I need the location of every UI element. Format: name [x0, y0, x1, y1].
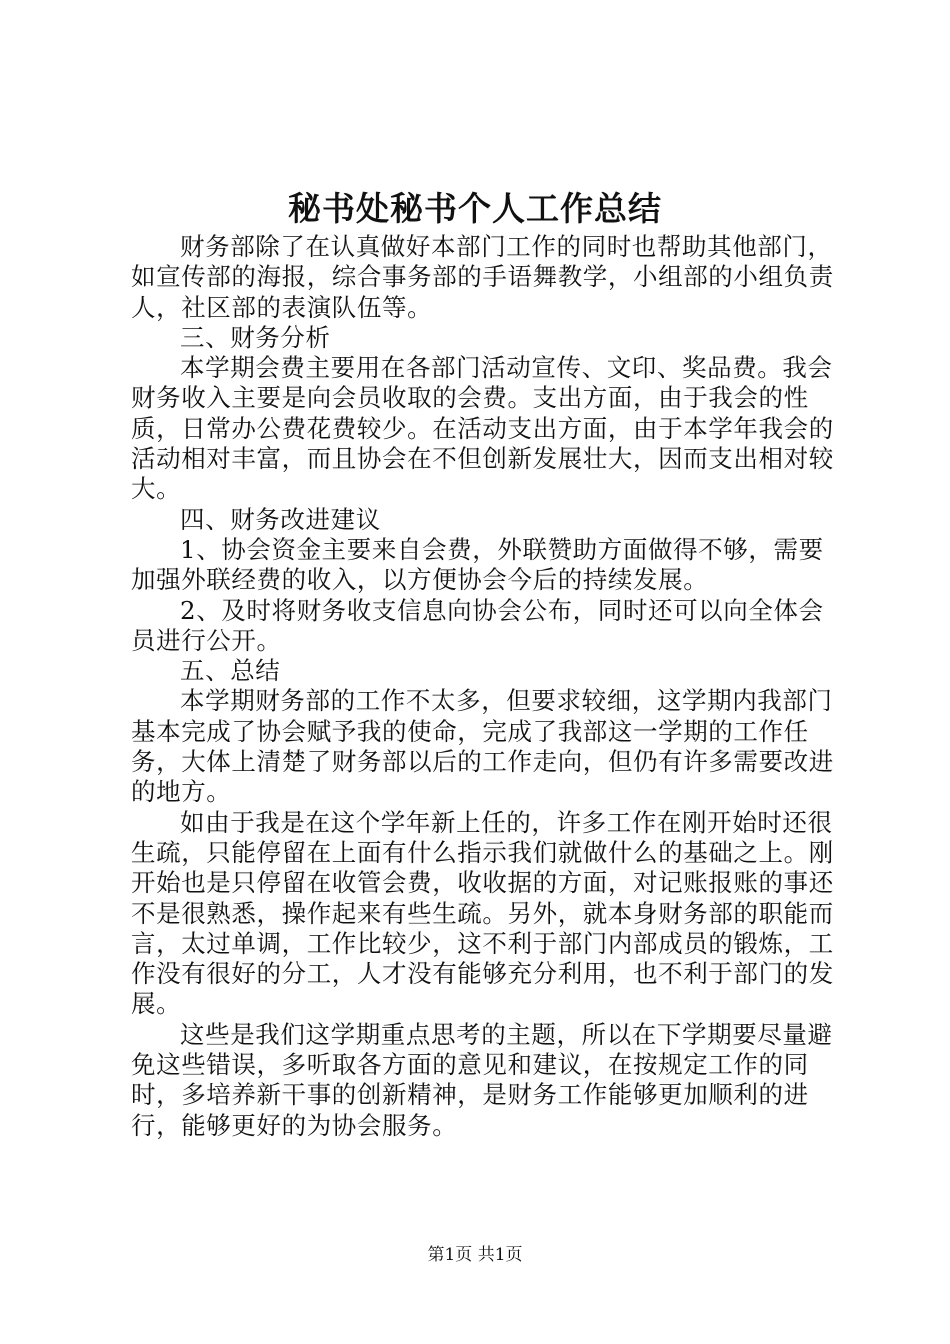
page-number-footer: 第1页 共1页 [427, 1245, 523, 1265]
paragraph-financial-analysis: 本学期会费主要用在各部门活动宣传、文印、奖品费。我会财务收入主要是向会员收取的会费。支出方面，由于我会的性质，日常办公费花费较少。在活动支出方面，由于本学年我会的活动相对丰富，而且协会在不但创新发展壮大，因而支出相对较大。 [131, 353, 834, 504]
section-heading-financial-analysis: 三、财务分析 [180, 322, 331, 352]
paragraph-summary-1: 本学期财务部的工作不太多，但要求较细，这学期内我部门基本完成了协会赋予我的使命，完成了我部这一学期的工作任务，大体上清楚了财务部以后的工作走向，但仍有许多需要改进的地方。 [131, 686, 834, 807]
paragraph-summary-3: 这些是我们这学期重点思考的主题，所以在下学期要尽量避免这些错误，多听取各方面的意见和建议，在按规定工作的同时，多培养新干事的创新精神，是财务工作能够更加顺利的进行，能够更好的为协会服务。 [131, 1019, 833, 1140]
paragraph-summary-2: 如由于我是在这个学年新上任的，许多工作在刚开始时还很生疏，只能停留在上面有什么指示我们就做什么的基础之上。刚开始也是只停留在收管会费，收收据的方面，对记账报账的事还不是很熟悉，操作起来有些生疏。另外，就本身财务部的职能而言，太过单调，工作比较少，这不利于部门内部成员的锻炼，工作没有很好的分工，人才没有能够充分利用，也不利于部门的发展。 [131, 807, 834, 1019]
suggestion-item-1: 1、协会资金主要来自会费，外联赞助方面做得不够，需要加强外联经费的收入，以方便协会今后的持续发展。 [131, 534, 824, 595]
paragraph-1: 财务部除了在认真做好本部门工作的同时也帮助其他部门，如宣传部的海报，综合事务部的手语舞教学，小组部的小组负责人，社区部的表演队伍等。 [131, 232, 834, 322]
section-heading-improvement-suggestions: 四、财务改进建议 [180, 504, 381, 534]
document-body [131, 232, 841, 1141]
document-title: 秘书处秘书个人工作总结 [288, 189, 662, 228]
suggestion-item-2: 2、及时将财务收支信息向协会公布，同时还可以向全体会员进行公开。 [131, 595, 824, 655]
section-heading-summary: 五、总结 [180, 656, 281, 686]
